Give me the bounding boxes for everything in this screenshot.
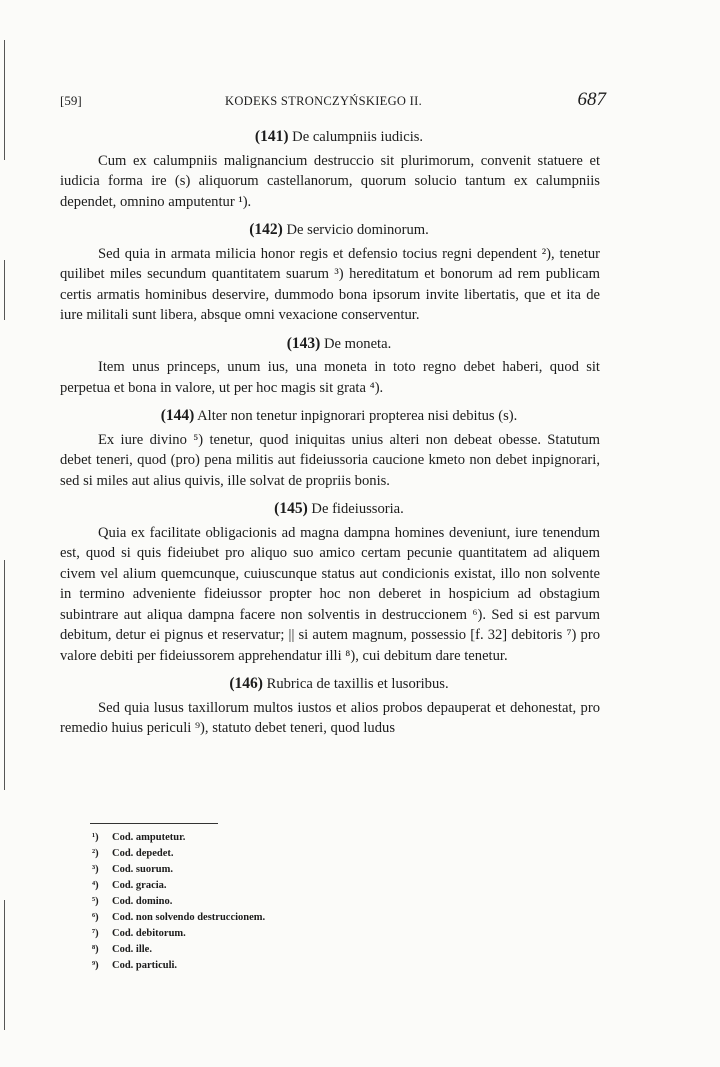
footnote-text: Cod. gracia.: [112, 880, 167, 891]
footnote-rule: [90, 823, 218, 824]
section-heading: [60, 220, 600, 241]
footnote-mark: ⁵): [92, 896, 99, 907]
section-heading: [60, 334, 600, 355]
footnote-item: [92, 830, 452, 846]
footnote-item: [92, 958, 452, 974]
section-heading: [60, 499, 600, 520]
section-title: De calumpniis iudicis.: [292, 129, 424, 145]
section-paragraph: Item unus princeps, unum ius, una moneta in toto regno debet haberi, quod sit perpetua et bona in valore, ut per hoc magis sit grata ⁴).: [60, 359, 600, 396]
section-146: [60, 674, 600, 739]
section-heading: [60, 674, 600, 695]
section-143: [60, 334, 600, 399]
footnote-mark: ⁴): [92, 880, 99, 891]
section-141: [60, 127, 600, 212]
footnote-text: Cod. non solvendo destruccionem.: [112, 912, 266, 923]
footnote-text: Cod. ille.: [112, 944, 152, 955]
footnote-mark: ²): [92, 848, 99, 859]
footnote-item: [92, 926, 452, 942]
section-paragraph: Sed quia in armata milicia honor regis et defensio tocius regni dependent ²), tenetur quilibet miles secundum quantitatem suarum ³) hereditatum et bonorum ad rem publicam certis armatis hominibus deservire, dummodo bona ipsorum invite libertatis, que et ita de iure militali sunt libera, absque omni vexacione conserventur.: [60, 245, 600, 323]
section-title: De servicio dominorum.: [286, 222, 429, 238]
page-header: [60, 89, 606, 113]
footnote-item: [92, 878, 452, 894]
footnotes: [92, 823, 452, 974]
footnote-mark: ¹): [92, 832, 99, 843]
section-title: Alter non tenetur inpignorari propterea nisi debitus (s).: [197, 408, 518, 424]
section-title: De moneta.: [323, 335, 392, 352]
section-142: [60, 220, 600, 326]
section-number: (146): [229, 675, 263, 692]
section-title: De fideiussoria.: [311, 501, 404, 517]
scan-edge-line: [4, 560, 5, 790]
scan-edge-line: [4, 40, 5, 160]
footnote-text: Cod. depedet.: [112, 848, 174, 859]
page-number: 687: [577, 89, 606, 110]
section-paragraph: Ex iure divino ⁵) tenetur, quod iniquitas unius alteri non debeat obesse. Statutum debet teneri, quod (pro) pena militis aut fideiussoria caucione kmeto non debet inpignorari, sed si miles aut alius quivis, ille solvat de propriis bonis.: [60, 431, 600, 489]
footnote-text: Cod. domino.: [112, 896, 173, 907]
footnote-mark: ⁷): [92, 928, 99, 939]
running-title: KODEKS STRONCZYŃSKIEGO II.: [225, 94, 423, 108]
section-number: (141): [254, 128, 289, 145]
section-paragraph: Quia ex facilitate obligacionis ad magna dampna homines deveniunt, iure tenendum est, quod si quis fideiubet pro aliquo suo amico certam pecunie quantitatem ad aliquem civem vel alium quemcunque, cuiuscunque status aut condicionis existat, illo non solvente in termino adveniente fideiussor propter hoc non deberet in hospicium ad obstagium subintrare aut aliqua dampna facere non solventis in destruccionem ⁶). Sed si est parvum debitum, detur ei pignus et reservatur; || si autem magnum, possessio [f. 32] debitoris ⁷) pro valore debiti per fideiussorem apprehendatur illi ⁸), cui debitum dare tenetur.: [60, 524, 600, 664]
scan-edge-line: [4, 260, 5, 320]
main-text: [60, 127, 600, 747]
footnote-mark: ⁶): [92, 912, 99, 923]
section-number: (142): [249, 221, 283, 238]
footnote-item: [92, 942, 452, 958]
footnote-mark: ⁸): [92, 944, 99, 955]
footnote-text: Cod. particuli.: [112, 960, 178, 971]
section-heading: [60, 406, 600, 427]
folio-number: [59]: [60, 93, 82, 108]
scan-edge-line: [4, 900, 5, 1030]
section-number: (145): [274, 500, 308, 517]
section-145: [60, 499, 600, 666]
footnote-item: [92, 894, 452, 910]
section-paragraph: Cum ex calumpniis malignancium destruccio sit plurimorum, convenit statuere et iudicia forma ire (s) aliquorum castellanorum, quorum solucio tantum ex calumpniis dependet, omnino amputentur ¹).: [60, 152, 600, 210]
footnote-mark: ³): [92, 864, 99, 875]
footnote-mark: ⁹): [92, 960, 99, 971]
footnote-text: Cod. amputetur.: [112, 832, 186, 843]
footnote-item: [92, 846, 452, 862]
section-paragraph: Sed quia lusus taxillorum multos iustos et alios probos depauperat et dehonestat, pro remedio huius periculi ⁹), statuto debet teneri, quod ludus: [60, 699, 600, 736]
footnote-item: [92, 862, 452, 878]
section-heading: [60, 127, 600, 148]
section-title: Rubrica de taxillis et lusoribus.: [266, 676, 449, 692]
footnote-item: [92, 910, 452, 926]
section-number: (143): [286, 334, 321, 352]
section-144: [60, 406, 600, 491]
section-number: (144): [160, 407, 195, 424]
footnote-text: Cod. debitorum.: [112, 928, 186, 939]
footnote-text: Cod. suorum.: [112, 864, 173, 875]
